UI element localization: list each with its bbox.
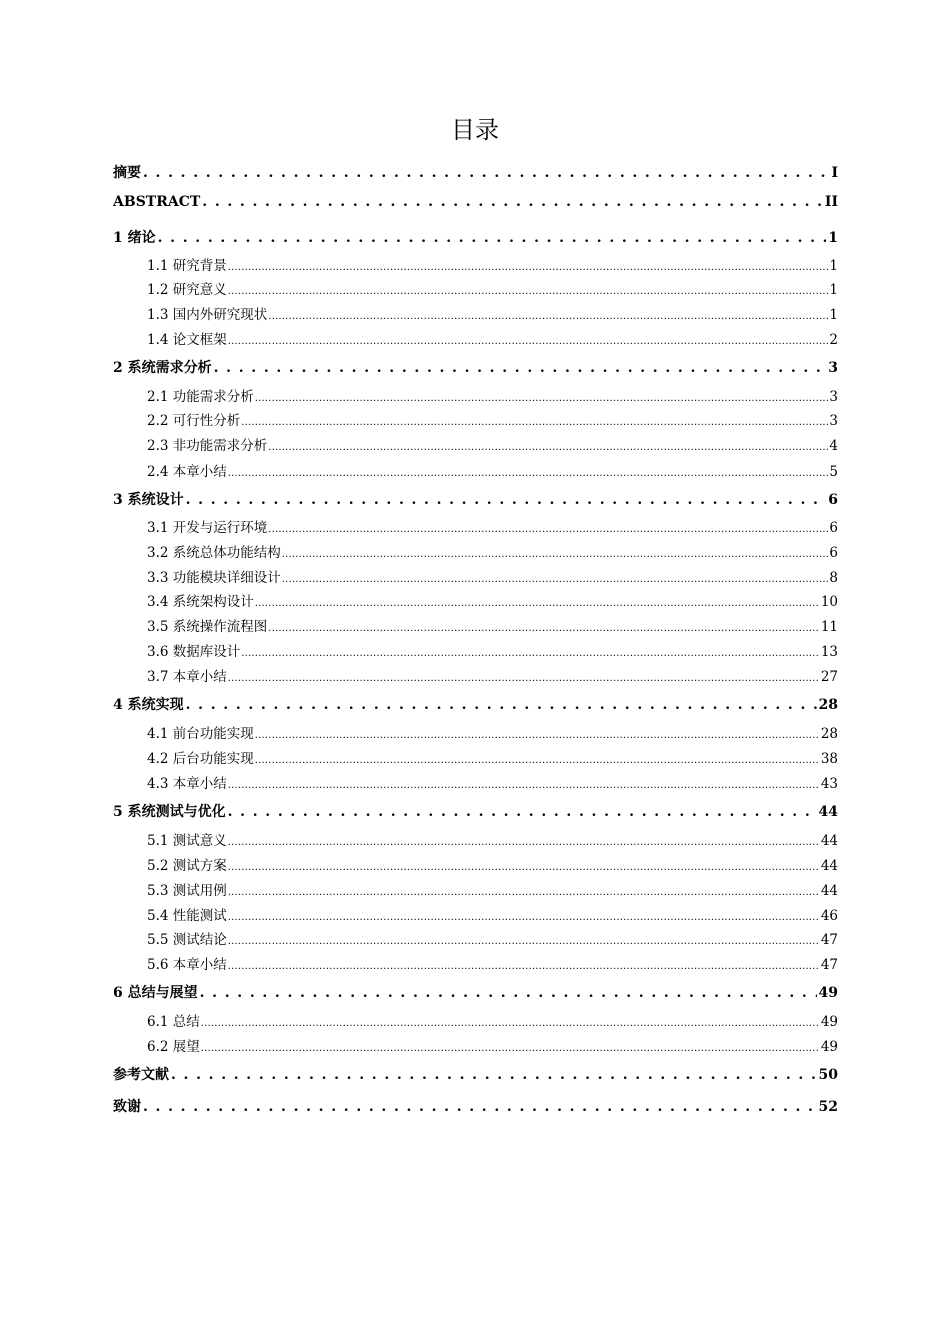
toc-dot-leader xyxy=(228,804,817,820)
toc-dot-leader xyxy=(171,1067,817,1083)
toc-chapter-entry[interactable] xyxy=(113,357,838,377)
toc-page-number: 28 xyxy=(820,726,838,742)
toc-entry-label: 4 系统实现 xyxy=(113,697,184,713)
toc-entry-label: 5.3 测试用例 xyxy=(147,883,227,899)
toc-dot-leader xyxy=(200,985,817,1001)
toc-dot-leader xyxy=(255,751,820,767)
toc-dot-leader xyxy=(228,833,820,849)
toc-chapter-entry[interactable] xyxy=(113,489,838,509)
toc-page-number: 11 xyxy=(820,619,838,635)
toc-chapter-entry[interactable] xyxy=(113,1096,838,1116)
toc-page-number: 13 xyxy=(820,644,838,660)
toc-chapter-entry[interactable] xyxy=(113,694,838,714)
toc-entry-label: 2.4 本章小结 xyxy=(147,464,227,480)
toc-section-entry[interactable] xyxy=(147,904,838,924)
toc-page-number: 44 xyxy=(818,804,838,820)
toc-entry-label: 5.5 测试结论 xyxy=(147,932,227,948)
toc-section-entry[interactable] xyxy=(147,953,838,973)
toc-page-number: 6 xyxy=(828,492,838,508)
toc-dot-leader xyxy=(143,165,829,181)
toc-section-entry[interactable] xyxy=(147,879,838,899)
toc-section-entry[interactable] xyxy=(147,278,838,298)
toc-dot-leader xyxy=(228,932,820,948)
toc-section-entry[interactable] xyxy=(147,615,838,635)
toc-section-entry[interactable] xyxy=(147,566,838,586)
toc-page-number: 6 xyxy=(829,545,838,561)
toc-entry-label: 1.1 研究背景 xyxy=(147,258,227,274)
toc-page-number: 44 xyxy=(820,883,838,899)
toc-entry-label: 1.3 国内外研究现状 xyxy=(147,307,268,323)
toc-dot-leader xyxy=(214,360,827,376)
toc-entry-label: 3.2 系统总体功能结构 xyxy=(147,545,281,561)
toc-page-number: 5 xyxy=(829,464,838,480)
toc-entry-label: 3.4 系统架构设计 xyxy=(147,594,254,610)
toc-page-number: 3 xyxy=(829,413,838,429)
toc-dot-leader xyxy=(228,858,820,874)
toc-entry-label: 1.4 论文框架 xyxy=(147,332,227,348)
toc-entry-label: ABSTRACT xyxy=(113,194,201,210)
toc-page-number: 43 xyxy=(820,776,838,792)
toc-entry-label: 3 系统设计 xyxy=(113,492,184,508)
toc-dot-leader xyxy=(255,594,820,610)
toc-entry-label: 3.1 开发与运行环境 xyxy=(147,520,268,536)
toc-page-number: 2 xyxy=(829,332,838,348)
toc-entry-label: 6.1 总结 xyxy=(147,1014,200,1030)
toc-page-number: 3 xyxy=(829,389,838,405)
toc-page-number: 49 xyxy=(818,985,838,1001)
toc-section-entry[interactable] xyxy=(147,772,838,792)
toc-chapter-entry[interactable] xyxy=(113,194,838,210)
toc-entry-label: 3.6 数据库设计 xyxy=(147,644,241,660)
toc-entry-label: 3.5 系统操作流程图 xyxy=(147,619,268,635)
toc-chapter-entry[interactable] xyxy=(113,162,838,182)
toc-section-entry[interactable] xyxy=(147,1035,838,1055)
toc-dot-leader xyxy=(282,545,829,561)
toc-entry-label: 摘要 xyxy=(113,165,141,181)
toc-entry-label: 1.2 研究意义 xyxy=(147,282,227,298)
toc-section-entry[interactable] xyxy=(147,409,838,429)
toc-entry-label: 5.6 本章小结 xyxy=(147,957,227,973)
toc-entry-label: 5 系统测试与优化 xyxy=(113,804,226,820)
toc-entry-label: 6 总结与展望 xyxy=(113,985,198,1001)
toc-dot-leader xyxy=(268,520,828,536)
toc-page-number: 46 xyxy=(820,908,838,924)
toc-dot-leader xyxy=(241,644,820,660)
toc-page-number: 3 xyxy=(828,360,838,376)
toc-page-number: 10 xyxy=(820,594,838,610)
toc-dot-leader xyxy=(282,570,829,586)
toc-page-number: 49 xyxy=(820,1039,838,1055)
toc-section-entry[interactable] xyxy=(147,928,838,948)
toc-entry-label: 致谢 xyxy=(113,1099,141,1115)
toc-section-entry[interactable] xyxy=(147,254,838,274)
toc-entry-label: 2.3 非功能需求分析 xyxy=(147,438,268,454)
toc-section-entry[interactable] xyxy=(147,328,838,348)
toc-section-entry[interactable] xyxy=(147,385,838,405)
toc-dot-leader xyxy=(228,669,820,685)
toc-dot-leader xyxy=(143,1099,817,1115)
toc-chapter-entry[interactable] xyxy=(113,1064,838,1084)
toc-section-entry[interactable] xyxy=(147,1010,838,1030)
toc-page-number: 27 xyxy=(820,669,838,685)
toc-page-number: I xyxy=(831,165,838,181)
toc-page-number: 44 xyxy=(820,858,838,874)
toc-entry-label: 参考文献 xyxy=(113,1067,169,1083)
toc-page-number: 47 xyxy=(820,957,838,973)
toc-entry-label: 2 系统需求分析 xyxy=(113,360,212,376)
toc-entry-label: 1 绪论 xyxy=(113,230,156,246)
toc-dot-leader xyxy=(228,908,820,924)
toc-dot-leader xyxy=(228,957,820,973)
toc-page-number: 38 xyxy=(820,751,838,767)
toc-section-entry[interactable] xyxy=(147,722,838,742)
toc-entry-label: 5.4 性能测试 xyxy=(147,908,227,924)
toc-dot-leader xyxy=(268,438,828,454)
toc-dot-leader xyxy=(228,258,829,274)
toc-page-number: 1 xyxy=(829,282,838,298)
toc-page-number: 6 xyxy=(829,520,838,536)
toc-section-entry[interactable] xyxy=(147,854,838,874)
toc-page-number: 1 xyxy=(829,258,838,274)
toc-page-number: 44 xyxy=(820,833,838,849)
toc-dot-leader xyxy=(186,697,817,713)
toc-entry-label: 5.2 测试方案 xyxy=(147,858,227,874)
toc-entry-label: 4.2 后台功能实现 xyxy=(147,751,254,767)
toc-section-entry[interactable] xyxy=(147,516,838,536)
toc-dot-leader xyxy=(228,464,829,480)
toc-dot-leader xyxy=(241,413,828,429)
toc-entry-label: 5.1 测试意义 xyxy=(147,833,227,849)
toc-section-entry[interactable] xyxy=(147,460,838,480)
toc-page-number: 4 xyxy=(829,438,838,454)
toc-page-number: 28 xyxy=(818,697,838,713)
toc-entry-label: 2.2 可行性分析 xyxy=(147,413,241,429)
toc-entry-label: 2.1 功能需求分析 xyxy=(147,389,254,405)
toc-entry-label: 3.3 功能模块详细设计 xyxy=(147,570,281,586)
toc-dot-leader xyxy=(158,230,827,246)
toc-chapter-entry[interactable] xyxy=(113,982,838,1002)
toc-dot-leader xyxy=(255,726,820,742)
toc-dot-leader xyxy=(228,883,820,899)
toc-dot-leader xyxy=(186,492,827,508)
toc-entry-label: 3.7 本章小结 xyxy=(147,669,227,685)
toc-chapter-entry[interactable] xyxy=(113,227,838,247)
toc-title: 目录 xyxy=(451,116,499,144)
toc-section-entry[interactable] xyxy=(147,541,838,561)
toc-page-number: 50 xyxy=(818,1067,838,1083)
toc-section-entry[interactable] xyxy=(147,665,838,685)
toc-section-entry[interactable] xyxy=(147,640,838,660)
toc-entry-label: 4.1 前台功能实现 xyxy=(147,726,254,742)
toc-page-number: 47 xyxy=(820,932,838,948)
toc-page-number: 8 xyxy=(829,570,838,586)
toc-section-entry[interactable] xyxy=(147,434,838,454)
toc-dot-leader xyxy=(228,776,820,792)
toc-page-number: 49 xyxy=(820,1014,838,1030)
toc-dot-leader xyxy=(268,619,820,635)
toc-dot-leader xyxy=(202,194,823,210)
toc-page-number: 1 xyxy=(829,307,838,323)
toc-entry-label: 6.2 展望 xyxy=(147,1039,200,1055)
toc-dot-leader xyxy=(268,307,828,323)
toc-section-entry[interactable] xyxy=(147,829,838,849)
toc-dot-leader xyxy=(201,1039,820,1055)
toc-dot-leader xyxy=(255,389,829,405)
toc-dot-leader xyxy=(228,282,829,298)
toc-section-entry[interactable] xyxy=(147,747,838,767)
toc-section-entry[interactable] xyxy=(147,590,838,610)
toc-section-entry[interactable] xyxy=(147,303,838,323)
toc-dot-leader xyxy=(228,332,829,348)
toc-page-number: 52 xyxy=(818,1099,838,1115)
toc-entry-label: 4.3 本章小结 xyxy=(147,776,227,792)
toc-chapter-entry[interactable] xyxy=(113,801,838,821)
toc-page-number: 1 xyxy=(828,230,838,246)
toc-page-number: II xyxy=(824,194,838,210)
toc-dot-leader xyxy=(201,1014,820,1030)
